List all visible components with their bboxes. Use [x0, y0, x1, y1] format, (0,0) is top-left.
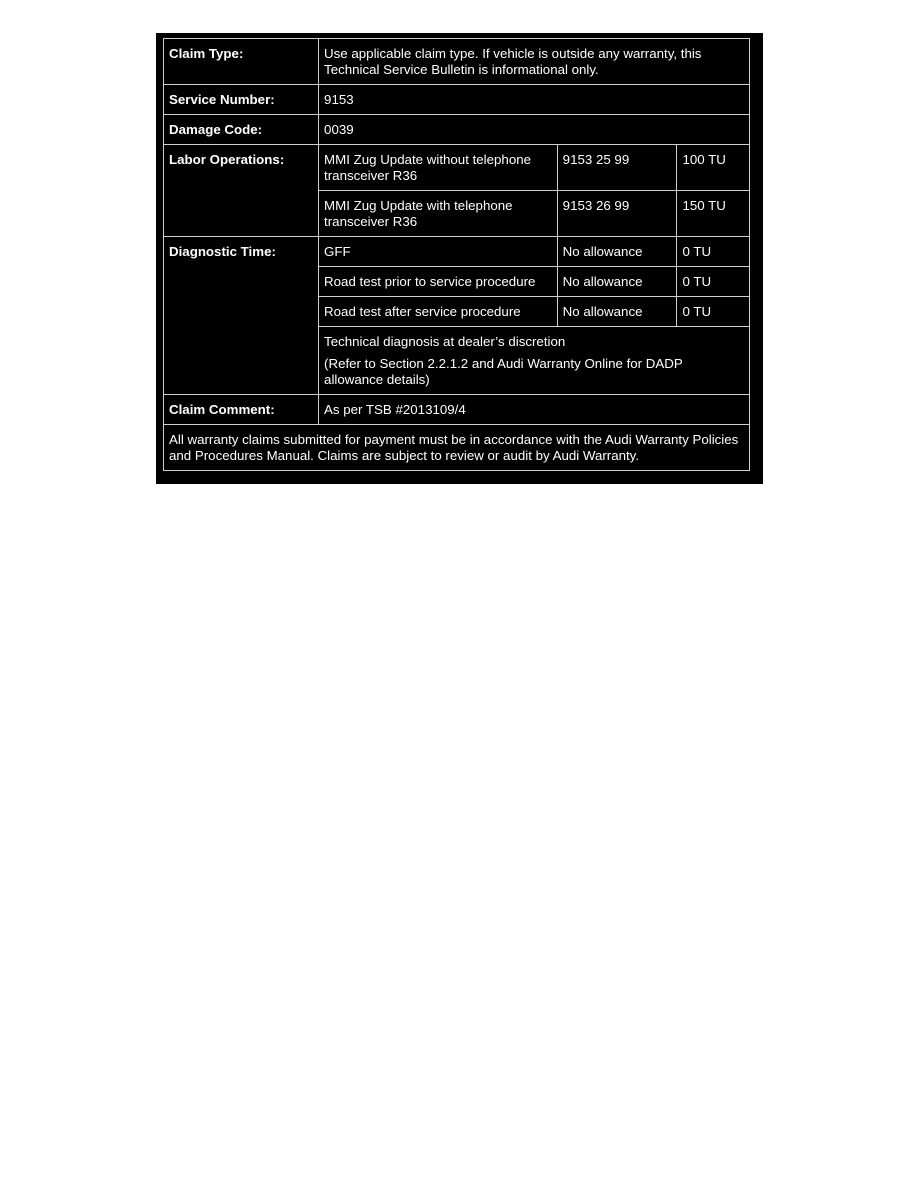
- footer-row: [164, 425, 750, 471]
- claim-type-label: Claim Type:: [164, 39, 319, 85]
- labor-operations-label: Labor Operations:: [164, 145, 319, 237]
- labor-operation-row: [164, 145, 750, 191]
- labor-op-tu: 100 TU: [677, 145, 750, 191]
- warranty-panel: [156, 33, 763, 484]
- diagnostic-tu: 0 TU: [677, 237, 750, 267]
- diagnostic-description: GFF: [319, 237, 558, 267]
- diagnostic-note: [319, 327, 750, 395]
- damage-code-value: 0039: [319, 115, 750, 145]
- diagnostic-description: Road test after service procedure: [319, 297, 558, 327]
- diagnostic-time-label: Diagnostic Time:: [164, 237, 319, 395]
- warranty-table: [163, 38, 750, 471]
- claim-comment-label: Claim Comment:: [164, 395, 319, 425]
- diagnostic-row: [164, 237, 750, 267]
- labor-op-tu: 150 TU: [677, 191, 750, 237]
- diagnostic-note-title: Technical diagnosis at dealer’s discretion: [324, 334, 566, 349]
- damage-code-row: [164, 115, 750, 145]
- labor-op-code: 9153 26 99: [557, 191, 677, 237]
- diagnostic-description: Road test prior to service procedure: [319, 267, 558, 297]
- diagnostic-allowance: No allowance: [557, 267, 677, 297]
- service-number-label: Service Number:: [164, 85, 319, 115]
- labor-op-description: MMI Zug Update without telephone transceiver R36: [319, 145, 558, 191]
- claim-type-row: [164, 39, 750, 85]
- labor-op-description: MMI Zug Update with telephone transceiver R36: [319, 191, 558, 237]
- diagnostic-tu: 0 TU: [677, 267, 750, 297]
- diagnostic-tu: 0 TU: [677, 297, 750, 327]
- claim-type-value: Use applicable claim type. If vehicle is outside any warranty, this Technical Service Bulletin is informational only.: [319, 39, 750, 85]
- diagnostic-allowance: No allowance: [557, 297, 677, 327]
- claim-comment-row: [164, 395, 750, 425]
- service-number-value: 9153: [319, 85, 750, 115]
- diagnostic-note-detail: (Refer to Section 2.2.1.2 and Audi Warranty Online for DADP allowance details): [324, 356, 683, 387]
- service-number-row: [164, 85, 750, 115]
- diagnostic-allowance: No allowance: [557, 237, 677, 267]
- labor-op-code: 9153 25 99: [557, 145, 677, 191]
- damage-code-label: Damage Code:: [164, 115, 319, 145]
- warranty-policy-note: All warranty claims submitted for payment must be in accordance with the Audi Warranty Policies and Procedures Manual. Claims are subject to review or audit by Audi Warranty.: [164, 425, 750, 471]
- claim-comment-value: As per TSB #2013109/4: [319, 395, 750, 425]
